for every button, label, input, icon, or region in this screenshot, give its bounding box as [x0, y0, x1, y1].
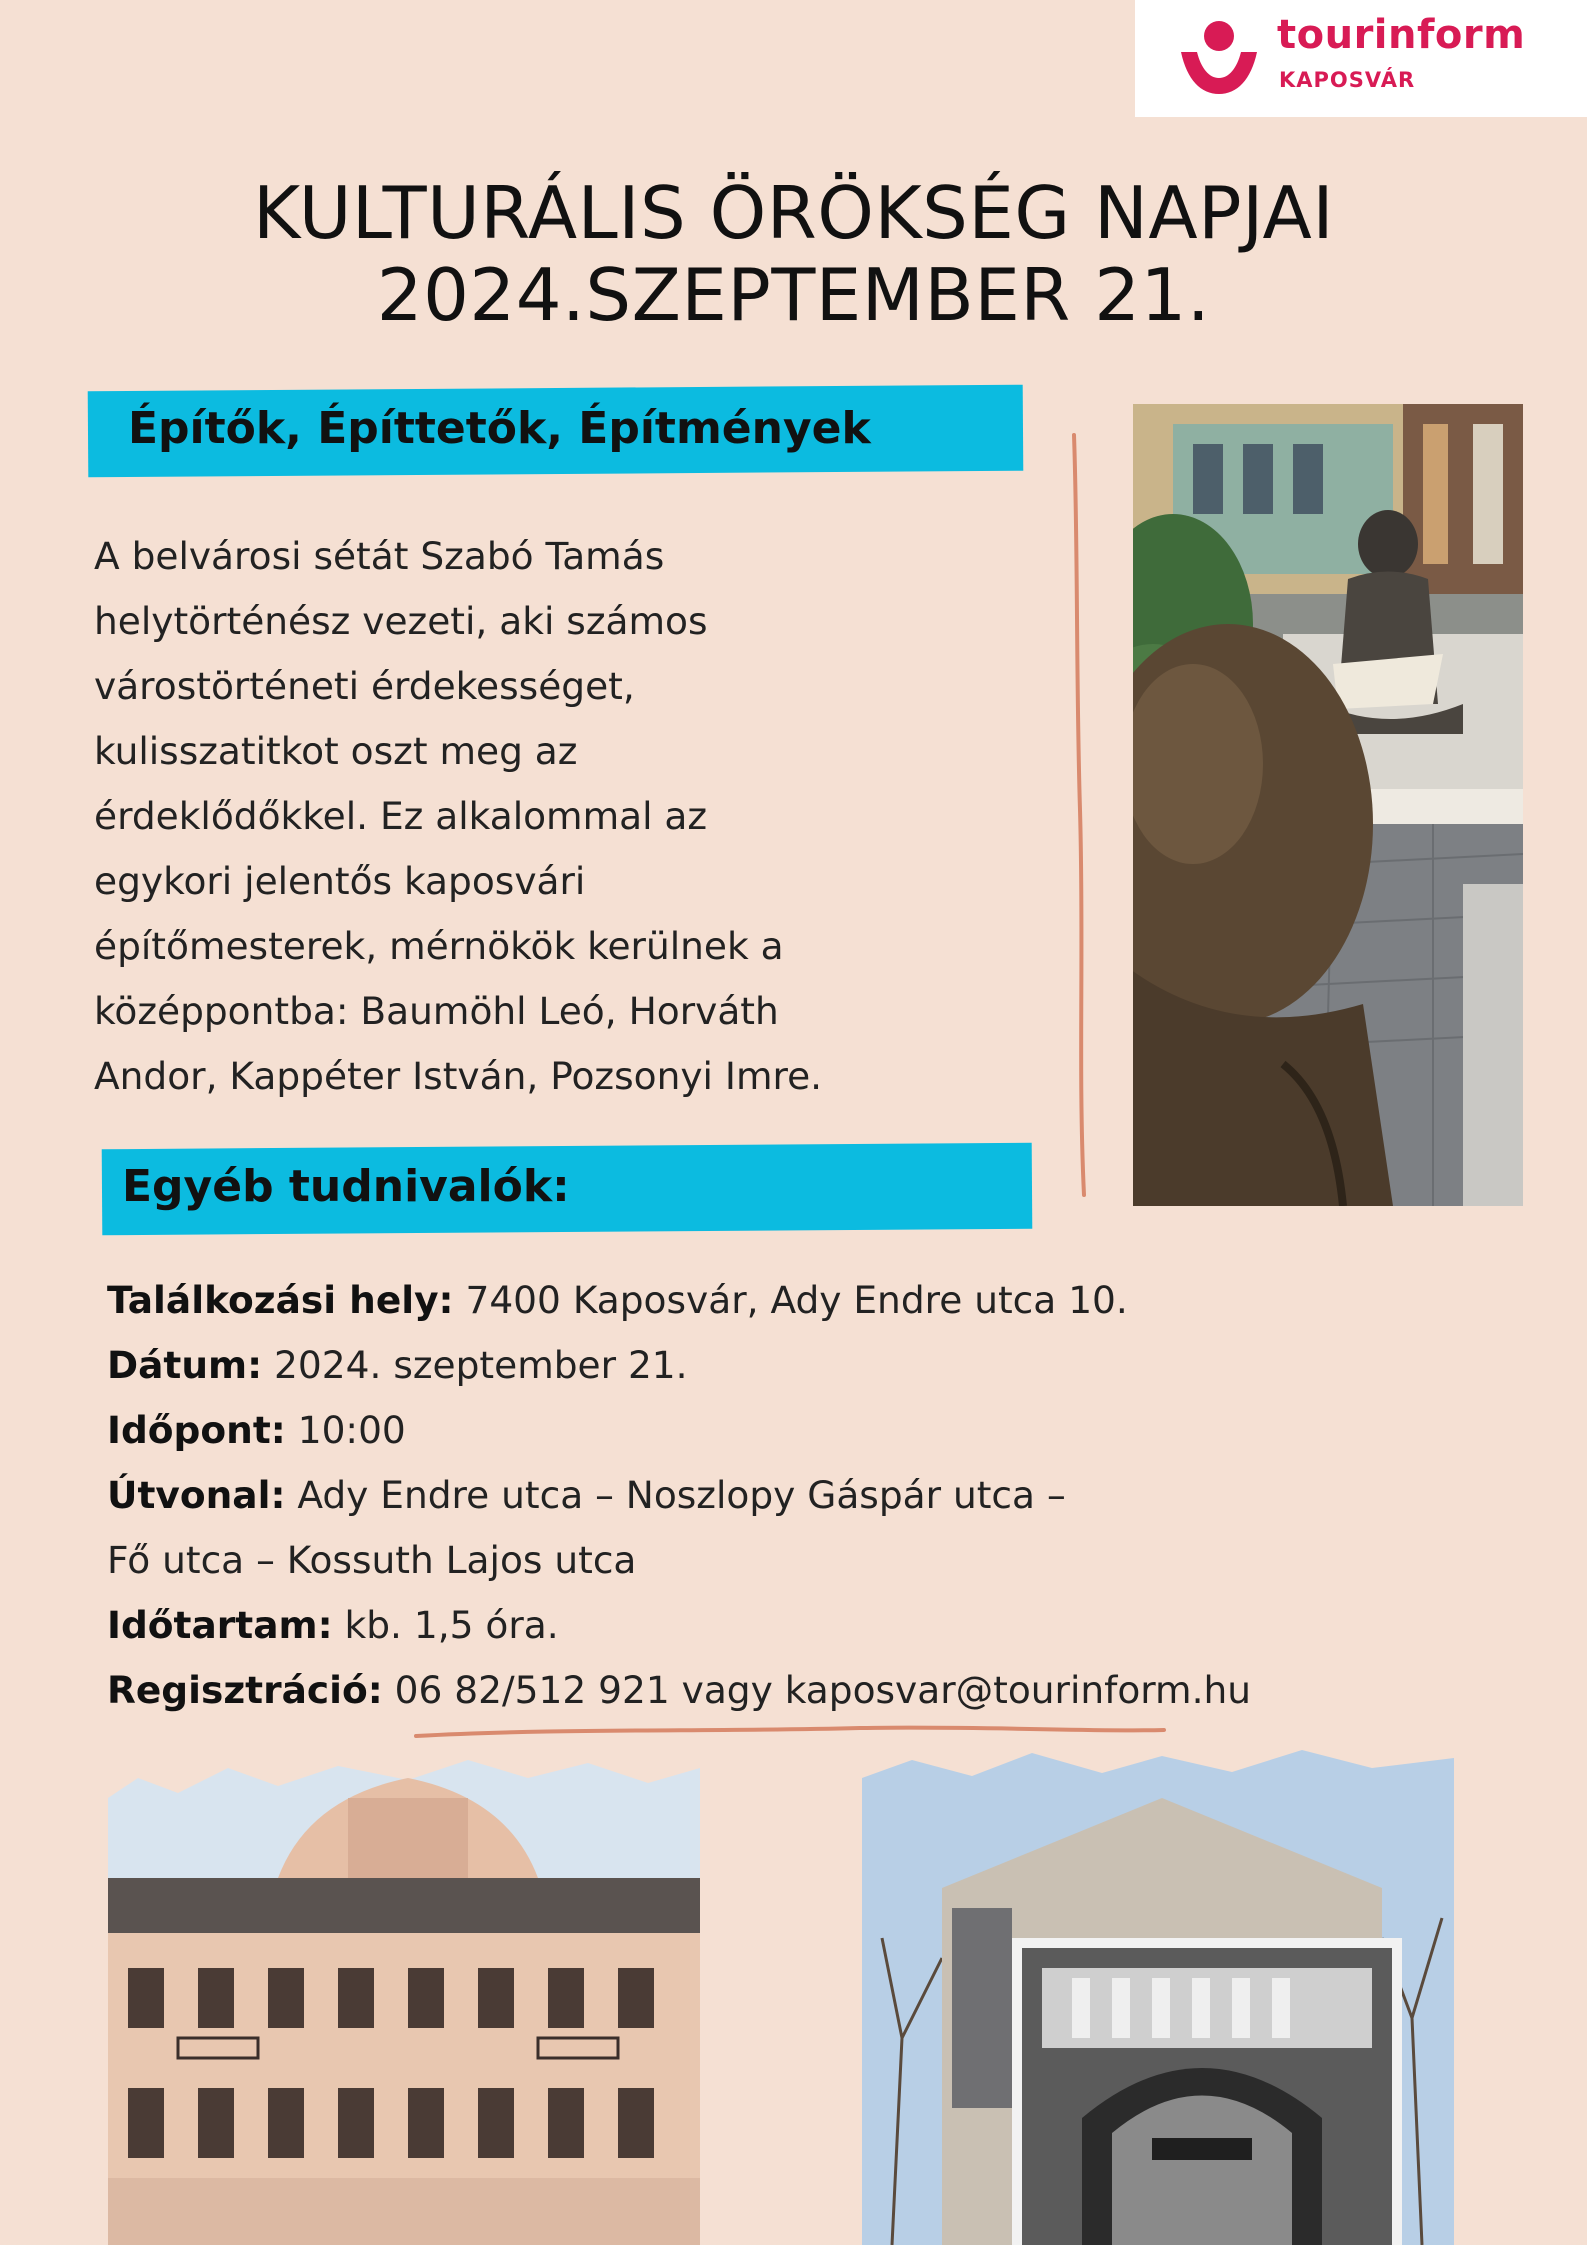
route-label: Útvonal: — [107, 1473, 286, 1517]
duration-label: Időtartam: — [107, 1603, 333, 1647]
meeting-place-label: Találkozási hely: — [107, 1278, 454, 1322]
ornate-building-photo — [108, 1738, 700, 2245]
tourinform-person-icon — [1177, 18, 1261, 98]
section1-heading: Építők, Építtetők, Építmények — [128, 403, 871, 454]
theatre-photo — [862, 1738, 1454, 2245]
paragraph-line: középpontba: Baumöhl Leó, Horváth — [94, 989, 779, 1033]
paragraph-line: Andor, Kappéter István, Pozsonyi Imre. — [94, 1054, 823, 1098]
route-value-continued: Fő utca – Kossuth Lajos utca — [107, 1538, 637, 1582]
tourinform-logo — [1135, 0, 1587, 117]
paragraph-line: várostörténeti érdekességet, — [94, 664, 635, 708]
section1-paragraph — [94, 524, 1034, 1109]
decorative-vertical-line — [1060, 430, 1100, 1200]
route-row-continued — [107, 1528, 1527, 1593]
time-label: Időpont: — [107, 1408, 286, 1452]
duration-row — [107, 1593, 1527, 1658]
meeting-place-value: 7400 Kaposvár, Ady Endre utca 10. — [453, 1278, 1128, 1322]
paragraph-line: egykori jelentős kaposvári — [94, 859, 586, 903]
route-value: Ady Endre utca – Noszlopy Gáspár utca – — [285, 1473, 1066, 1517]
event-info-list — [107, 1268, 1527, 1723]
registration-label: Regisztráció: — [107, 1668, 383, 1712]
date-row — [107, 1333, 1527, 1398]
logo-city: KAPOSVÁR — [1279, 68, 1416, 92]
logo-name: tourinform — [1277, 12, 1526, 58]
meeting-place-row — [107, 1268, 1527, 1333]
paragraph-line: A belvárosi sétát Szabó Tamás — [94, 534, 665, 578]
registration-row — [107, 1658, 1527, 1723]
statue-photo — [1133, 404, 1523, 1206]
registration-value: 06 82/512 921 vagy kaposvar@tourinform.hu — [382, 1668, 1252, 1712]
route-row — [107, 1463, 1527, 1528]
title-line-2: 2024.SZEPTEMBER 21. — [376, 253, 1211, 337]
time-value: 10:00 — [285, 1408, 406, 1452]
paragraph-line: helytörténész vezeti, aki számos — [94, 599, 708, 643]
title-line-1: KULTURÁLIS ÖRÖKSÉG NAPJAI — [252, 171, 1335, 255]
paragraph-line: kulisszatitkot oszt meg az — [94, 729, 578, 773]
page-title — [0, 172, 1587, 336]
date-label: Dátum: — [107, 1343, 263, 1387]
paragraph-line: építőmesterek, mérnökök kerülnek a — [94, 924, 784, 968]
section2-heading: Egyéb tudnivalók: — [122, 1161, 570, 1212]
paragraph-line: érdeklődőkkel. Ez alkalommal az — [94, 794, 708, 838]
duration-value: kb. 1,5 óra. — [332, 1603, 559, 1647]
date-value: 2024. szeptember 21. — [262, 1343, 688, 1387]
time-row — [107, 1398, 1527, 1463]
